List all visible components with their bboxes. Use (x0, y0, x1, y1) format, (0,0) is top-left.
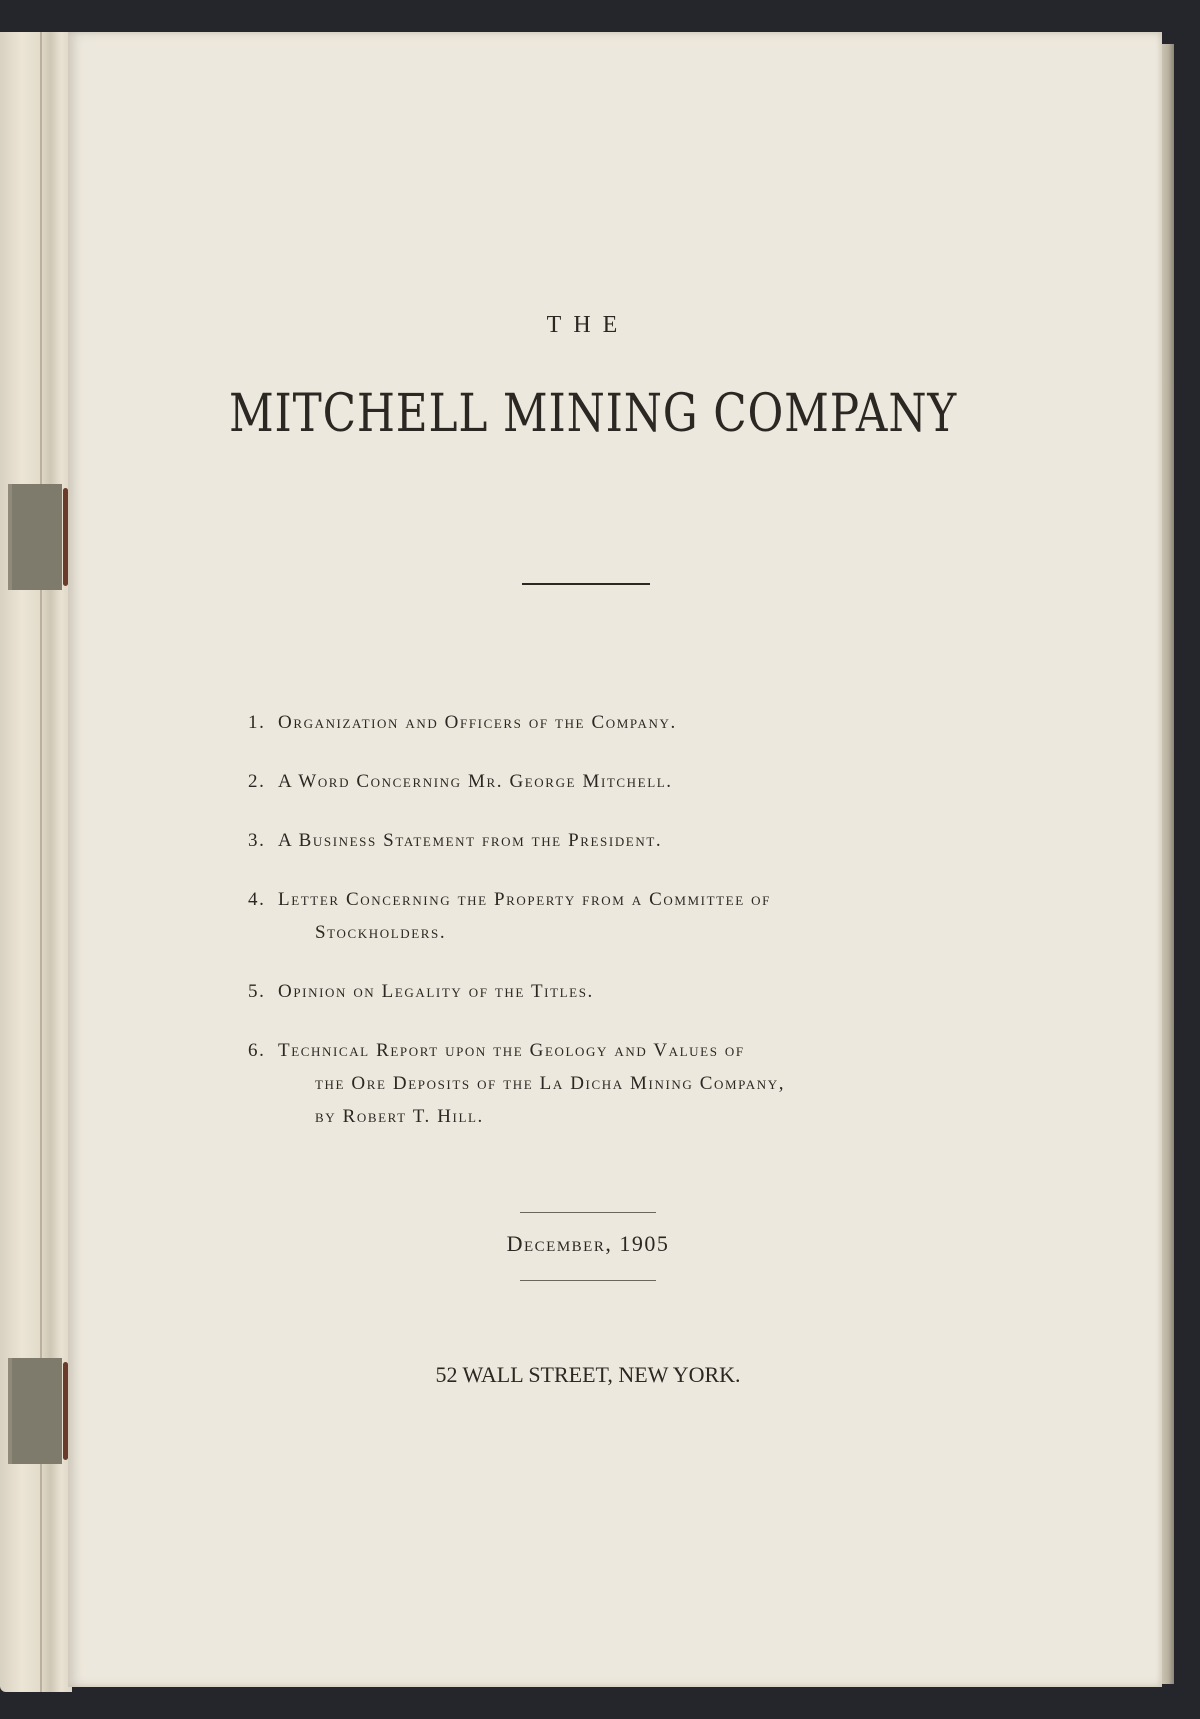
publication-date: December, 1905 (506, 1231, 670, 1256)
contents-item-1 (248, 706, 1008, 739)
binding-tape-upper (8, 484, 62, 590)
binding-tape-lower (8, 1358, 62, 1464)
contents-item-6 (248, 1034, 1008, 1133)
page-edge (1160, 44, 1174, 1684)
item-number: 2. (248, 771, 266, 792)
item-title: A Business Statement from the President. (278, 830, 663, 851)
item-title-continued: Stockholders. (315, 922, 447, 943)
item-number: 3. (248, 830, 266, 851)
contents-item-3 (248, 824, 1008, 857)
contents-item-4 (248, 883, 1008, 949)
item-title: Opinion on Legality of the Titles. (278, 981, 594, 1002)
date-rule-top (520, 1212, 656, 1213)
contents-list (248, 706, 1008, 1159)
item-number: 1. (248, 712, 266, 733)
item-title: Letter Concerning the Property from a Committee of (278, 889, 771, 910)
item-title-continued: the Ore Deposits of the La Dicha Mining Company, (315, 1073, 786, 1094)
company-title: MITCHELL MINING COMPANY (228, 384, 958, 444)
title-page (68, 32, 1162, 1687)
book-binding (0, 32, 72, 1692)
title-the: THE (546, 312, 630, 338)
title-rule (522, 583, 650, 585)
item-number: 5. (248, 981, 266, 1002)
item-number: 4. (248, 889, 266, 910)
item-title: Technical Report upon the Geology and Values of (278, 1040, 745, 1061)
item-title-continued-2: by Robert T. Hill. (315, 1106, 484, 1127)
item-title: Organization and Officers of the Company. (278, 712, 677, 733)
contents-item-2 (248, 765, 1008, 798)
item-number: 6. (248, 1040, 266, 1061)
contents-item-5 (248, 975, 1008, 1008)
item-title: A Word Concerning Mr. George Mitchell. (278, 771, 673, 792)
publisher-address: 52 WALL STREET, NEW YORK. (435, 1362, 741, 1387)
date-rule-bottom (520, 1280, 656, 1281)
